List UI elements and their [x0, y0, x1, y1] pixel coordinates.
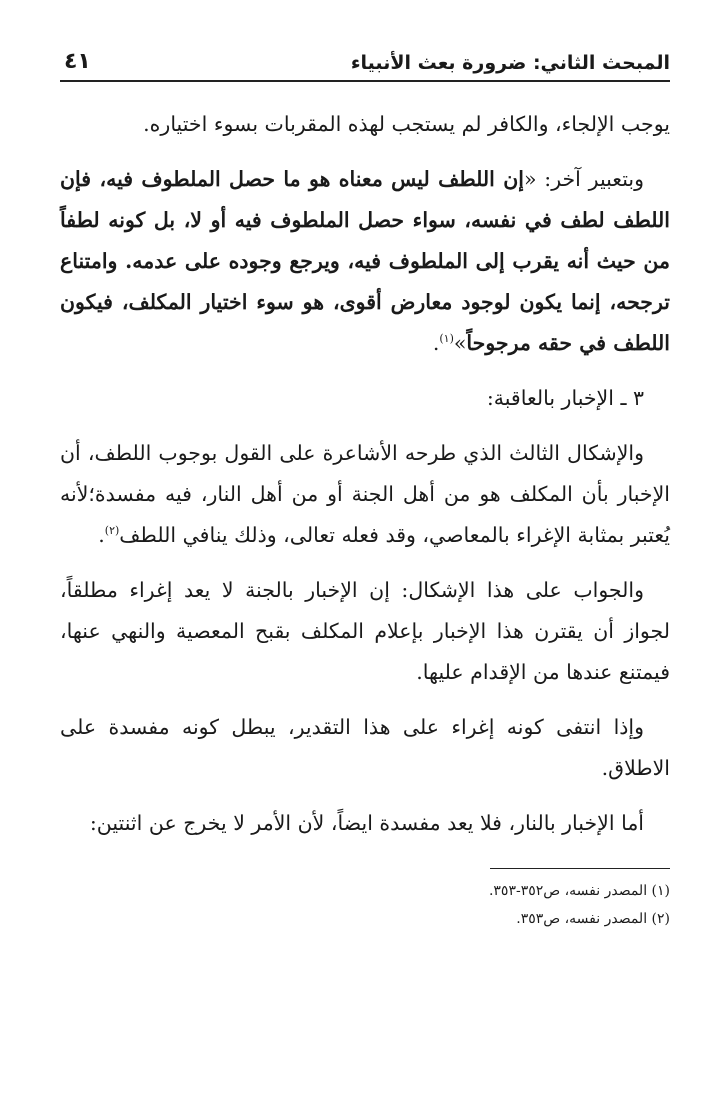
- footnote-divider: [490, 868, 670, 869]
- footnotes: [60, 877, 670, 933]
- paragraph-4: [60, 433, 670, 556]
- footnote-ref-2: (٢): [104, 524, 120, 538]
- footnote-2: (٢) المصدر نفسه، ص٣٥٣.: [516, 911, 670, 927]
- page-header: [60, 34, 670, 82]
- body-text: [60, 104, 670, 844]
- paragraph-2-end: .: [432, 331, 440, 355]
- paragraph-1: يوجب الإلجاء، والكافر لم يستجب لهذه المقربات بسوء اختياره.: [143, 112, 670, 136]
- paragraph-2-close: »: [453, 331, 467, 355]
- paragraph-4-text: والإشكال الثالث الذي طرحه الأشاعرة على القول بوجوب اللطف، أن الإخبار بأن المكلف هو من أهل الجنة أو من أهل النار، فيه مفسدة؛لأنه يُعتبر بمثابة الإغراء بالمعاصي، وقد فعله تعالى، وذلك ينافي اللطف: [60, 441, 670, 547]
- paragraph-4-end: .: [98, 523, 105, 547]
- paragraph-2: [60, 159, 670, 364]
- running-title: المبحث الثاني: ضرورة بعث الأنبياء: [350, 52, 670, 74]
- document-page: [60, 34, 670, 1074]
- paragraph-2-lead: وبتعبير آخر: «: [524, 167, 644, 191]
- paragraph-2-quote: إن اللطف ليس معناه هو ما حصل الملطوف فيه، فإن اللطف لطف في نفسه، سواء حصل الملطوف فيه أو لا، بل كونه لطفاً من حيث أنه يقرب إلى الملطوف فيه، ويرجع وجوده على عدمه. وامتناع ترجحه، إنما يكون لوجود معارض أقوى، هو سوء اختيار المكلف، فيكون اللطف في حقه مرجوحاً: [60, 167, 670, 355]
- footnote-ref-1: (١): [439, 332, 454, 346]
- page-number: ٤١: [64, 49, 91, 74]
- paragraph-7: أما الإخبار بالنار، فلا يعد مفسدة ايضاً، لأن الأمر لا يخرج عن اثنتين:: [89, 811, 644, 835]
- paragraph-6: وإذا انتفى كونه إغراء على هذا التقدير، يبطل كونه مفسدة على الاطلاق.: [60, 715, 670, 780]
- footnote-1: (١) المصدر نفسه، ص٣٥٢-٣٥٣.: [488, 883, 670, 899]
- paragraph-5: والجواب على هذا الإشكال: إن الإخبار بالجنة لا يعد إغراء مطلقاً، لجواز أن يقترن هذا الإخبار بإعلام المكلف بقبح المعصية والنهي عنها، فيمتنع عندها من الإقدام عليها.: [60, 578, 670, 684]
- section-heading-3: ٣ ـ الإخبار بالعاقبة:: [486, 386, 644, 410]
